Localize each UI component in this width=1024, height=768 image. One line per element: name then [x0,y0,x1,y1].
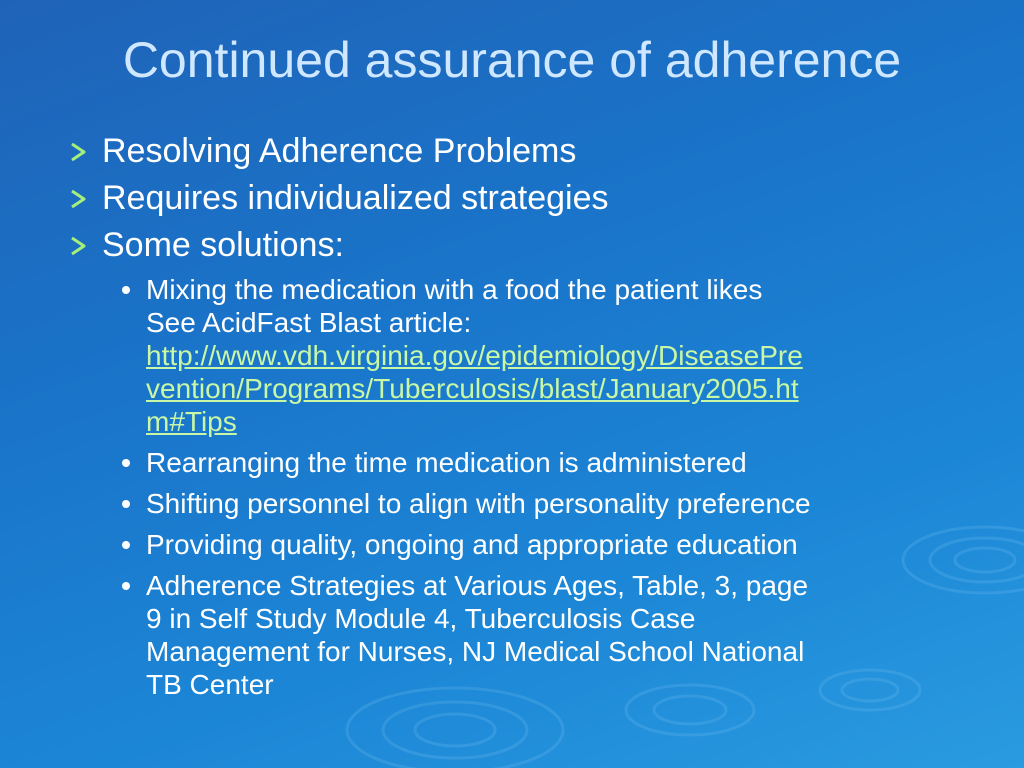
arrow-bullet-icon [66,222,90,269]
solution-item-shifting-personnel [112,487,962,520]
solution-text-line: Adherence Strategies at Various Ages, Table, 3, page [146,570,809,601]
solution-text-line: Management for Nurses, NJ Medical School National [146,636,805,667]
dot-bullet-icon [122,286,130,294]
slide-content [64,128,964,709]
dot-bullet-icon [122,541,130,549]
arrow-bullet-icon [66,128,90,175]
bullet-text: Some solutions: [102,226,344,264]
link-line[interactable]: vention/Programs/Tuberculosis/blast/January2005.ht [146,373,799,404]
solution-text: Providing quality, ongoing and appropriate education [146,529,798,560]
article-reference: See AcidFast Blast article: [146,307,472,338]
arrow-bullet-icon [66,175,90,222]
solution-item-rearranging-time [112,446,962,479]
solutions-list [112,273,964,701]
dot-bullet-icon [122,459,130,467]
acidfast-blast-link[interactable] [146,339,962,438]
link-line[interactable]: m#Tips [146,406,237,437]
solution-text-line: TB Center [146,669,274,700]
solution-text: Shifting personnel to align with personality preference [146,488,811,519]
dot-bullet-icon [122,500,130,508]
bullet-text: Requires individualized strategies [102,179,609,217]
slide-title: Continued assurance of adherence [122,32,902,88]
dot-bullet-icon [122,582,130,590]
solution-text: Mixing the medication with a food the patient likes [146,274,763,305]
solution-item-education [112,528,962,561]
bullet-text: Resolving Adherence Problems [102,132,577,170]
bullet-individualized-strategies [64,175,964,222]
solution-item-adherence-strategies [112,569,962,701]
bullet-some-solutions [64,222,964,269]
solution-text: Rearranging the time medication is administered [146,447,747,478]
link-line[interactable]: http://www.vdh.virginia.gov/epidemiology/DiseasePre [146,340,803,371]
solution-text-line: 9 in Self Study Module 4, Tuberculosis Case [146,603,696,634]
solution-item-mixing-food [112,273,962,438]
bullet-resolving-adherence [64,128,964,175]
